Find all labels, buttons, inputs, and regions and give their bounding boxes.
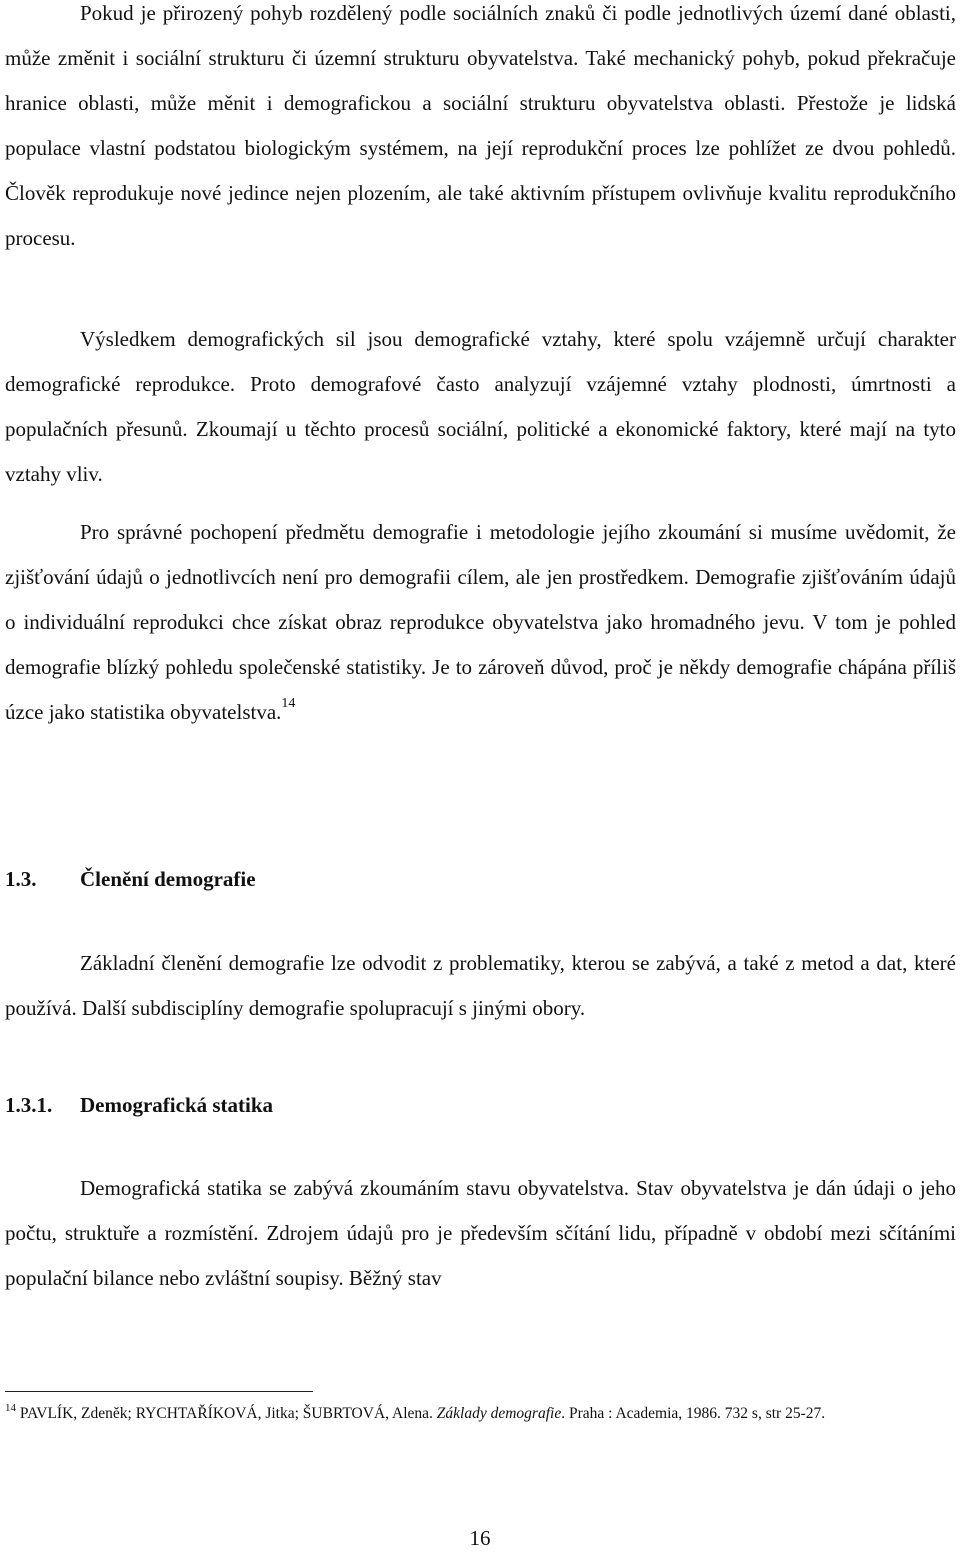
paragraph-demographic-forces: Výsledkem demografických sil jsou demografické vztahy, které spolu vzájemně určují charakter demografické reprodukce. Proto demografové často analyzují vzájemné vztahy plodnosti, úmrtnosti a populačních přesunů. Zkoumají u těchto procesů sociální, politické a ekonomické faktory, které mají na tyto vztahy vliv. xyxy=(5,327,956,486)
footnote-mark: 14 xyxy=(5,1402,16,1414)
footnote-reference[interactable]: 14 xyxy=(281,696,296,711)
footnote-publication: . Praha : Academia, 1986. 732 s, str 25-27. xyxy=(561,1405,826,1422)
footnote xyxy=(5,1402,950,1426)
paragraph-demographic-statics: Demografická statika se zabývá zkoumáním stavu obyvatelstva. Stav obyvatelstva je dán údaji o jeho počtu, struktuře a rozmístění. Zdrojem údajů pro je především sčítání lidu, případně v období mezi sčítáními populační bilance nebo zvláštní soupisy. Běžný stav xyxy=(5,1176,956,1290)
section-heading-1-3 xyxy=(5,864,256,894)
section-number: 1.3. xyxy=(5,867,37,891)
section-heading-1-3-1 xyxy=(5,1090,273,1120)
subsection-number: 1.3.1. xyxy=(5,1093,53,1117)
page-number: 16 xyxy=(469,1526,491,1550)
subsection-title: Demografická statika xyxy=(80,1093,274,1117)
footnote-book-title: Základy demografie xyxy=(436,1405,562,1422)
paragraph-natural-movement: Pokud je přirozený pohyb rozdělený podle sociálních znaků či podle jednotlivých území dané oblasti, může změnit i sociální strukturu či územní strukturu obyvatelstva. Také mechanický pohyb, pokud překračuje hranice oblasti, může měnit i demografickou a sociální strukturu obyvatelstva oblasti. Přestože je lidská populace vlastní podstatou biologickým systémem, na její reprodukční proces lze pohlížet ze dvou pohledů. Člověk reprodukuje nové jedince nejen plozením, ale také aktivním přístupem ovlivňuje kvalitu reprodukčního procesu. xyxy=(5,1,956,250)
section-title: Členění demografie xyxy=(80,867,256,891)
footnote-authors: PAVLÍK, Zdeněk; RYCHTAŘÍKOVÁ, Jitka; ŠUBRTOVÁ, Alena. xyxy=(16,1405,437,1422)
footnote-separator xyxy=(5,1391,313,1392)
paragraph-subject-text: Pro správné pochopení předmětu demografie i metodologie jejího zkoumání si musíme uvědomit, že zjišťování údajů o jednotlivcích není pro demografii cílem, ale jen prostředkem. Demografie zjišťováním údajů o individuální reprodukci chce získat obraz reprodukce obyvatelstva jako hromadného jevu. V tom je pohled demografie blízký pohledu společenské statistiky. Je to zároveň důvod, proč je někdy demografie chápána příliš úzce jako statistika obyvatelstva. xyxy=(5,520,956,724)
paragraph-basic-division: Základní členění demografie lze odvodit z problematiky, kterou se zabývá, a také z metod a dat, které používá. Další subdisciplíny demografie spolupracují s jinými obory. xyxy=(5,951,956,1020)
paragraph-subject-understanding xyxy=(5,510,956,735)
